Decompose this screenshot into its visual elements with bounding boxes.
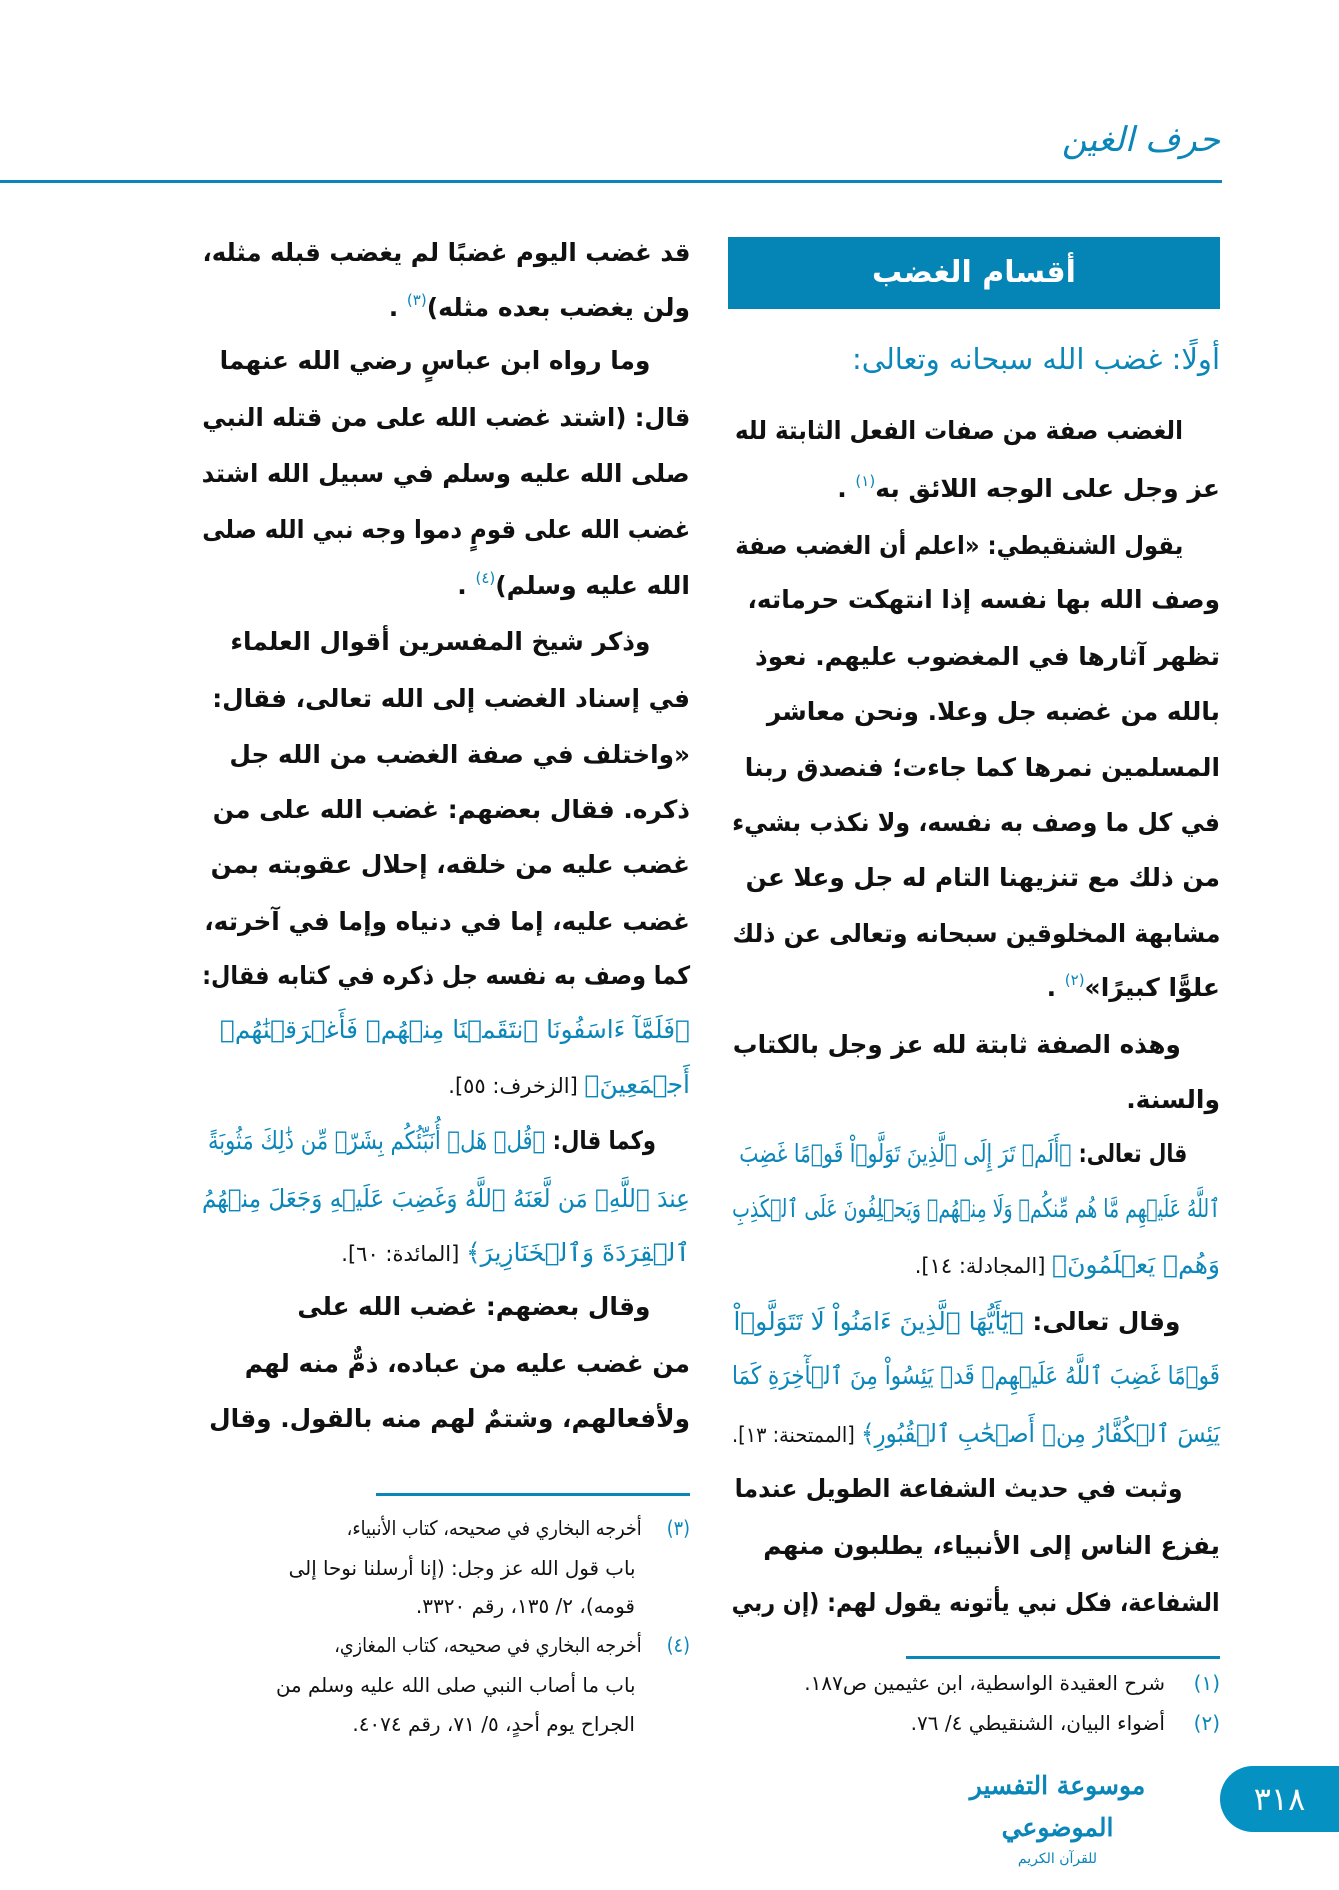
text-line: وقال بعضهم: غضب الله على	[297, 1292, 651, 1321]
text-line: في كل ما وصف به نفسه، ولا نكذب بشيء	[732, 808, 1220, 837]
period: .	[1046, 973, 1065, 1002]
footnote-text: أخرجه البخاري في صحيحه، كتاب المغازي،	[334, 1633, 642, 1657]
footnote-rule	[906, 1656, 1220, 1659]
footnote-ref[interactable]: (٢)	[1064, 971, 1085, 989]
text-line: وثبت في حديث الشفاعة الطويل عندما	[734, 1474, 1183, 1503]
text-line: وذكر شيخ المفسرين أقوال العلماء	[230, 627, 651, 656]
text-line: يفزع الناس إلى الأنبياء، يطلبون منهم	[763, 1531, 1220, 1560]
text-span: علوًّا كبيرًا»	[1084, 973, 1220, 1002]
footnote-text: باب قول الله عز وجل: (إنا أرسلنا نوحا إلى	[288, 1556, 636, 1580]
quran-verse: ٱلۡقِرَدَةَ وَٱلۡخَنَازِيرَ﴾	[466, 1238, 690, 1267]
text-line: قد غضب اليوم غضبًا لم يغضب قبله مثله،	[202, 238, 691, 267]
text-span: الله عليه وسلم)	[495, 571, 690, 600]
footnote	[205, 1509, 690, 1547]
text-line: غضب عليه، إما في دنياه وإما في آخرته،	[204, 907, 690, 936]
quran-verse: وَهُمۡ يَعۡلَمُونَ﴾	[1052, 1250, 1220, 1279]
footnote-number: (٢)	[1193, 1711, 1220, 1735]
quran-verse: ٱللَّهُ عَلَيۡهِم مَّا هُم مِّنكُمۡ وَلَا مِنۡهُمۡ وَيَحۡلِفُونَ عَلَى ٱلۡكَذِبِ	[732, 1194, 1220, 1223]
right-column	[728, 0, 1220, 1890]
footnote-number: (٣)	[666, 1516, 690, 1540]
text-line: تظهر آثارها في المغضوب عليهم. نعوذ	[755, 642, 1220, 671]
footnote-number: (١)	[1193, 1671, 1220, 1695]
footnote-text: أخرجه البخاري في صحيحه، كتاب الأنبياء،	[346, 1516, 642, 1540]
text-line: بالله من غضبه جل وعلا. ونحن معاشر	[766, 697, 1220, 726]
footnote-text: باب ما أصاب النبي صلى الله عليه وسلم من	[275, 1673, 636, 1697]
footnote-rule	[376, 1493, 690, 1496]
quran-line	[728, 1294, 1220, 1350]
text-line: من غضب عليه من عباده، ذمٌّ منه لهم	[244, 1349, 691, 1378]
logo-subtitle: للقرآن الكريم	[1017, 1851, 1098, 1867]
verse-citation: [المجادلة: ١٤].	[914, 1254, 1053, 1278]
footnote-text: أضواء البيان، الشنقيطي ٤/ ٧٦.	[910, 1711, 1165, 1735]
period: .	[457, 571, 476, 600]
text-line: وما رواه ابن عباسٍ رضي الله عنهما	[219, 346, 651, 375]
period: .	[388, 293, 407, 322]
text-line	[198, 280, 690, 336]
verse-citation: [الزخرف: ٥٥].	[448, 1074, 585, 1098]
text-line: وصف الله بها نفسه إذا انتهكت حرماته،	[747, 585, 1220, 614]
text-line	[728, 461, 1220, 517]
quran-line	[728, 1406, 1220, 1462]
chapter-title: حرف الغين	[1061, 120, 1220, 160]
period: .	[837, 474, 856, 503]
text-line: صلى الله عليه وسلم في سبيل الله اشتد	[202, 459, 690, 488]
text-line: يقول الشنقيطي: «اعلم أن الغضب صفة	[735, 531, 1184, 560]
subheading: أولًا: غضب الله سبحانه وتعالى:	[852, 342, 1220, 376]
footnote-text: الجراح يوم أحدٍ، ٥/ ٧١، رقم ٤٠٧٤.	[352, 1712, 635, 1736]
quran-line	[205, 1113, 690, 1169]
footnote-text: شرح العقيدة الواسطية، ابن عثيمين ص١٨٧.	[804, 1671, 1165, 1695]
text-span: ولن يغضب بعده مثله)	[426, 293, 690, 322]
text-line	[198, 558, 690, 614]
quran-verse: أَجۡمَعِينَ﴾	[584, 1070, 690, 1099]
encyclopedia-logo	[935, 1765, 1180, 1867]
text-line: غضب عليه من خلقه، إحلال عقوبته بمن	[210, 850, 690, 879]
logo-title: موسوعة التفسير الموضوعي	[969, 1771, 1146, 1842]
quran-verse: ﴿قُلۡ هَلۡ أُنَبِّئُكُم بِشَرّٖ مِّن ذَٰلِكَ مَثُوبَةً	[208, 1126, 546, 1155]
footnote	[728, 1664, 1220, 1702]
quran-verse: قَوۡمًا غَضِبَ ٱللَّهُ عَلَيۡهِمۡ قَدۡ يَئِسُواْ مِنَ ٱلۡأٓخِرَةِ كَمَا	[732, 1361, 1220, 1390]
text-line: وهذه الصفة ثابتة لله عز وجل بالكتاب	[732, 1030, 1181, 1059]
text-line	[728, 960, 1220, 1016]
text-line: ذكره. فقال بعضهم: غضب الله على من	[212, 795, 690, 824]
text-line: غضب الله على قومٍ دموا وجه نبي الله صلى	[202, 515, 690, 544]
footnote-number: (٤)	[666, 1633, 690, 1657]
quran-line	[736, 1126, 1220, 1182]
footnote	[205, 1626, 690, 1664]
text-span: عز وجل على الوجه اللائق به	[875, 474, 1220, 503]
text-line: «واختلف في صفة الغضب من الله جل	[229, 740, 690, 769]
quran-line	[198, 1057, 690, 1113]
verse-citation: [الممتحنة: ١٣].	[732, 1423, 861, 1447]
text-line: والسنة.	[1126, 1085, 1220, 1114]
text-line: الشفاعة، فكل نبي يأتونه يقول لهم: (إن ربي	[732, 1588, 1220, 1617]
text-line: الغضب صفة من صفات الفعل الثابتة لله	[735, 416, 1184, 445]
footnote-text: قومه)، ٢/ ١٣٥، رقم ٣٣٢٠.	[415, 1594, 635, 1618]
text-line: مشابهة المخلوقين سبحانه وتعالى عن ذلك	[732, 919, 1220, 948]
quran-verse: عِندَ ٱللَّهِۚ مَن لَّعَنَهُ ٱللَّهُ وَغَضِبَ عَلَيۡهِ وَجَعَلَ مِنۡهُمُ	[202, 1184, 690, 1213]
text-line: المسلمين نمرها كما جاءت؛ فنصدق ربنا	[744, 753, 1220, 782]
quran-intro: وقال تعالى:	[1023, 1307, 1181, 1336]
text-line: من ذلك مع تنزيهنا التام له جل وعلا عن	[745, 863, 1220, 892]
quran-line	[198, 1225, 690, 1281]
quran-intro: قال تعالى:	[1071, 1139, 1188, 1168]
quran-verse: ﴿فَلَمَّآ ءَاسَفُونَا ٱنتَقَمۡنَا مِنۡهُمۡ فَأَغۡرَقۡنَٰهُمۡ	[220, 1015, 690, 1044]
quran-verse: ﴿يَٰٓأَيُّهَا ٱلَّذِينَ ءَامَنُواْ لَا تَتَوَلَّوۡاْ	[733, 1307, 1024, 1336]
footnote-ref[interactable]: (١)	[855, 472, 876, 490]
footnote-ref[interactable]: (٣)	[406, 291, 427, 309]
verse-citation: [المائدة: ٦٠].	[341, 1242, 466, 1266]
text-line: في إسناد الغضب إلى الله تعالى، فقال:	[212, 684, 690, 713]
footnote	[728, 1704, 1220, 1742]
quran-intro: وكما قال:	[545, 1126, 657, 1155]
page-number: ٣١٨	[1220, 1766, 1339, 1832]
section-title-box: أقسام الغضب	[728, 237, 1220, 309]
footnote-ref[interactable]: (٤)	[475, 569, 496, 587]
quran-verse: ﴿أَلَمۡ تَرَ إِلَى ٱلَّذِينَ تَوَلَّوۡاْ قَوۡمًا غَضِبَ	[739, 1139, 1072, 1168]
text-line: قال: (اشتد غضب الله على من قتله النبي	[202, 403, 690, 432]
left-column	[198, 0, 690, 1890]
text-line: ولأفعالهم، وشتمٌ لهم منه بالقول. وقال	[209, 1404, 690, 1433]
quran-line	[728, 1237, 1220, 1293]
quran-verse: يَئِسَ ٱلۡكُفَّارُ مِنۡ أَصۡحَٰبِ ٱلۡقُبُورِ﴾	[860, 1419, 1220, 1448]
text-line: كما وصف به نفسه جل ذكره في كتابه فقال:	[202, 961, 690, 990]
